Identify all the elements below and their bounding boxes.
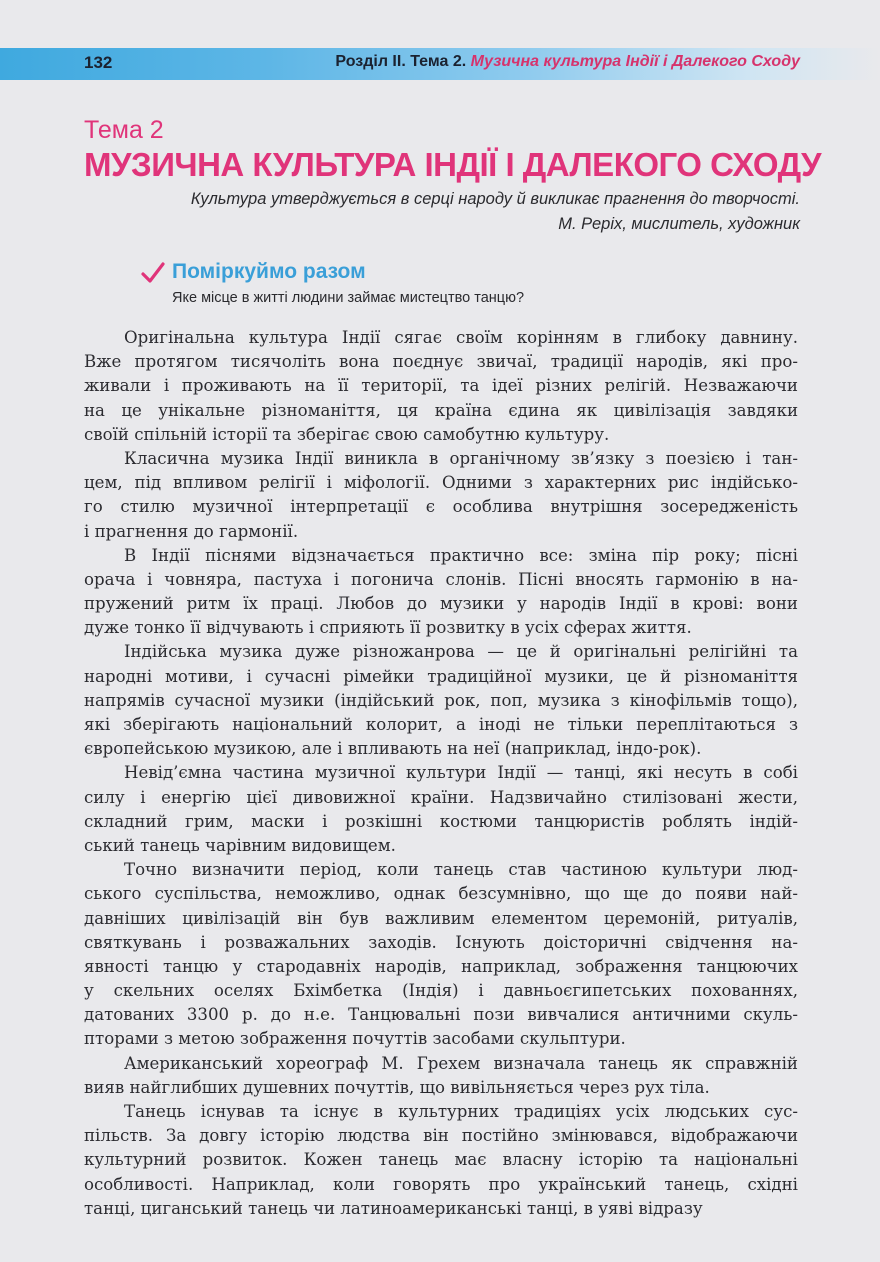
think-together-heading: Поміркуймо разом — [172, 260, 366, 283]
body-line: напрямів сучасної музики (індійський рок, поп, музика з кінофільмів тощо), — [84, 690, 798, 710]
body-line: на це унікальне різноманіття, ця країна єдина як цивілізація завдяки — [84, 400, 798, 420]
body-line: особливості. Наприклад, коли говорять про український танець, східні — [84, 1174, 798, 1194]
body-line: народні мотиви, і сучасні рімейки традиційної музики, це й різноманіття — [84, 666, 798, 686]
page-number: 132 — [84, 53, 113, 72]
body-line: пторами з метою зображення почуттів засобами скульптури. — [84, 1029, 626, 1049]
body-line: Індійська музика дуже різножанрова — це й оригінальні релігійні та — [124, 642, 798, 662]
body-line: культурний розвиток. Кожен танець має власну історію та національні — [84, 1150, 798, 1170]
body-line: Вже протягом тисячоліть вона поєднує звичаї, традиції народів, які про- — [84, 352, 798, 372]
body-line: вияв найглибших душевних почуттів, що вивільняється через рух тіла. — [84, 1077, 710, 1097]
epigraph-author: М. Реріх, мислитель, художник — [558, 215, 800, 233]
think-together-question: Яке місце в житті людини займає мистецтво танцю? — [172, 290, 525, 306]
running-head-title: Музична культура Індії і Далекого Сходу — [470, 53, 800, 70]
body-line: силу і енергію цієї дивовижної країни. Надзвичайно стилізовані жести, — [84, 787, 798, 807]
body-line: у скельних оселях Бхімбетка (Індія) і давньоєгипетських похованнях, — [84, 981, 798, 1001]
body-line: давніших цивілізацій він був важливим елементом церемоній, ритуалів, — [84, 908, 798, 928]
chapter-title: МУЗИЧНА КУЛЬТУРА ІНДІЇ І ДАЛЕКОГО СХОДУ — [84, 146, 822, 183]
body-line: святкувань і розважальних заходів. Існують доісторичні свідчення на- — [84, 932, 798, 952]
body-line: які зберігають національний колорит, а іноді не тільки переплітаються з — [84, 715, 798, 734]
body-line: ський танець чарівним видовищем. — [84, 835, 396, 855]
body-line: і прагнення до гармонії. — [84, 521, 299, 541]
body-line: орача і човняра, пастуха і погонича слонів. Пісні вносять гармонію в на- — [84, 569, 798, 589]
body-line: європейською музикою, але і впливають на неї (наприклад, індо-рок). — [84, 739, 702, 759]
body-line: пільств. За довгу історію людства він постійно змінювався, відображаючи — [84, 1126, 798, 1146]
running-head — [335, 53, 800, 71]
check-icon — [140, 260, 166, 286]
epigraph — [191, 187, 800, 237]
body-line: Оригінальна культура Індії сягає своїм корінням в глибоку давнину. — [124, 328, 798, 347]
epigraph-quote: Культура утверджується в серці народу й викликає прагнення до творчості. — [190, 190, 800, 208]
running-head-section: Розділ ІІ. Тема 2. — [335, 53, 471, 70]
body-line: Класична музика Індії виникла в органічному зв’язку з поезією і тан- — [124, 448, 798, 468]
body-line: своїй спільній історії та зберігає свою самобутню культуру. — [84, 424, 610, 444]
body-line: датованих 3300 р. до н.е. Танцювальні пози вивчалися античними скуль- — [84, 1005, 798, 1025]
body-line: явності танцю у стародавніх народів, наприклад, зображення танцюючих — [84, 956, 798, 976]
body-line: живали і проживають на її території, та ідеї різних релігій. Незважаючи — [84, 376, 798, 396]
body-line: го стилю музичної інтерпретації є особлива внутрішня зосередженість — [84, 497, 798, 517]
body-line: складний грим, маски і розкішні костюми танцюристів роблять індій- — [84, 811, 798, 831]
body-text — [84, 326, 798, 1221]
body-line: пружений ритм їх праці. Любов до музики у народів Індії в крові: вони — [84, 594, 798, 614]
body-line: Американський хореограф М. Грехем визначала танець як справжній — [124, 1053, 798, 1073]
body-line: танці, циганський танець чи латиноамериканські танці, в уяві відразу — [84, 1198, 703, 1218]
body-line: В Індії піснями відзначається практично все: зміна пір року; пісні — [124, 545, 798, 565]
body-line: Невід’ємна частина музичної культури Індії — танці, які несуть в собі — [124, 763, 798, 783]
body-line: ського суспільства, неможливо, однак безсумнівно, що ще до появи най- — [84, 884, 798, 904]
body-line: Танець існував та існує в культурних традиціях усіх людських сус- — [124, 1102, 798, 1121]
body-line: Точно визначити період, коли танець став частиною культури люд- — [124, 860, 798, 880]
topic-label: Тема 2 — [84, 116, 164, 144]
body-line: цем, під впливом релігії і міфології. Одними з характерних рис індійсько- — [84, 473, 798, 493]
body-line: дуже тонко її відчувають і сприяють її розвитку в усіх сферах життя. — [84, 618, 692, 638]
